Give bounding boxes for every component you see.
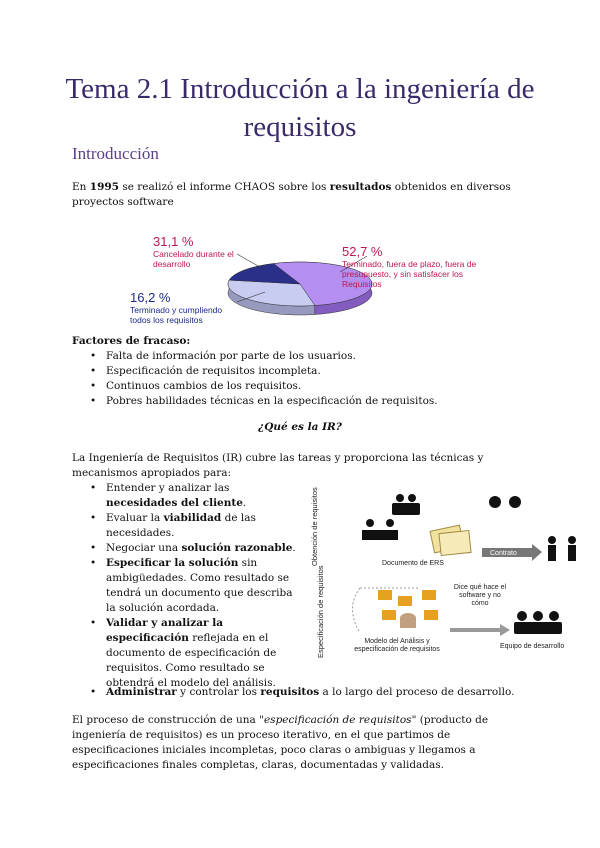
pie-label-desc: Terminado y cumpliendo todos los requisitos — [130, 305, 223, 325]
final-paragraph — [72, 713, 532, 773]
question-heading: ¿Qué es la IR? — [258, 421, 342, 433]
list-item: • Falta de información por parte de los usuarios. — [86, 349, 526, 364]
handshake-icon — [548, 536, 576, 561]
final-text-c: (producto de ingeniería de requisitos) es un proceso iterativo, en el que partimos de especificaciones iniciales incompletas, poco claras o ambiguas y llegamos a especificaciones finales completas, claras, documentadas y validadas. — [72, 714, 489, 771]
item-text-b: Especificar la solución — [106, 557, 239, 569]
intro-text-3: obtenidos en diversos proyectos software — [72, 181, 511, 208]
list-item: • Especificación de requisitos incompleta. — [86, 364, 526, 379]
list-item — [86, 541, 298, 556]
pie-label-success — [130, 290, 240, 325]
item-text-a: Administrar — [106, 686, 177, 698]
development-team-icon — [514, 611, 562, 634]
item-text-c: requisitos — [260, 686, 320, 698]
ir-process-diagram — [300, 488, 580, 663]
final-text-a: El proceso de construcción de una — [72, 714, 260, 726]
ir-last-list — [86, 685, 526, 700]
item-text-b: y controlar los — [176, 686, 261, 698]
pie-label-pct: 16,2 % — [130, 290, 171, 305]
list-item — [86, 556, 298, 616]
page-title: Tema 2.1 Introducción a la ingeniería de requisitos — [65, 73, 535, 143]
ers-document-icon — [430, 525, 471, 555]
pie-label-pct: 52,7 % — [342, 244, 383, 259]
diagram-label-dice: Dice qué hace el software y no cómo — [453, 584, 507, 607]
item-text-b: necesidades del cliente — [106, 497, 243, 509]
item-text-c: . — [292, 542, 296, 554]
list-item — [86, 511, 298, 541]
item-text-c: sin ambigüedades. Como resultado se tendrá un documento que describa la solución acordada. — [106, 557, 293, 614]
list-item — [86, 616, 298, 691]
item-text-b: viabilidad — [163, 512, 222, 524]
intro-year: 1995 — [89, 181, 119, 193]
final-text-b: "especificación de requisitos" — [259, 714, 417, 726]
ir-list — [86, 481, 298, 691]
intro-paragraph — [72, 180, 542, 210]
item-text-a: Entender y analizar las — [106, 482, 230, 494]
diagram-label-obtencion: Obtención de requisitos — [310, 487, 319, 566]
diagram-label-equipo: Equipo de desarrollo — [500, 643, 565, 650]
interview-icon — [362, 519, 398, 540]
item-text-a: Evaluar la — [106, 512, 164, 524]
list-item — [86, 481, 298, 511]
item-text-c: de las necesidades. — [106, 512, 256, 539]
item-text-b: solución razonable — [181, 542, 293, 554]
diagram-label-especificacion: Especificación de requisitos — [316, 565, 325, 658]
item-text-c: . — [242, 497, 247, 509]
item-text-b: Validar y analizar la especificación — [106, 617, 224, 644]
pie-label-desc: Terminado, fuera de plazo, fuera de presupuesto, y sin satisfacer los Requisitos — [342, 259, 477, 289]
chaos-pie-chart — [125, 232, 485, 332]
list-item — [86, 685, 526, 700]
item-text-d: a lo largo del proceso de desarrollo. — [319, 686, 515, 698]
diagram-label-contrato: Contrato — [490, 550, 517, 557]
diagram-label-modelo: Modelo del Análisis y especificación de requisitos — [354, 638, 440, 653]
ir-intro-paragraph: La Ingeniería de Requisitos (IR) cubre las tareas y proporciona las técnicas y mecanismos apropiados para: — [72, 452, 484, 479]
section-heading: Introducción — [72, 144, 159, 163]
phone-icon — [489, 496, 521, 508]
pie-label-late — [342, 244, 487, 289]
analysis-model-icon — [378, 590, 438, 628]
factors-heading: Factores de fracaso: — [72, 335, 191, 347]
pie-label-cancelled — [153, 234, 253, 269]
intro-text-2: se realizó el informe CHAOS sobre los — [119, 181, 330, 193]
pie-label-pct: 31,1 % — [153, 234, 194, 249]
intro-text-1: En — [72, 181, 90, 193]
list-item: • Continuos cambios de los requisitos. — [86, 379, 526, 394]
factors-list — [86, 349, 526, 409]
diagram-label-documento: Documento de ERS — [382, 560, 444, 567]
pie-label-desc: Cancelado durante el desarrollo — [153, 249, 234, 269]
list-item: • Pobres habilidades técnicas en la especificación de requisitos. — [86, 394, 526, 409]
intro-results: resultados — [329, 181, 392, 193]
item-text-a: Negociar una — [106, 542, 182, 554]
team-arrow — [450, 624, 510, 636]
item-text-c: reflejada en el documento de especificación de requisitos. Como resultado se obtendrá el modelo del análisis. — [106, 632, 277, 689]
meeting-icon — [392, 494, 420, 515]
diagram-svg — [300, 488, 580, 663]
